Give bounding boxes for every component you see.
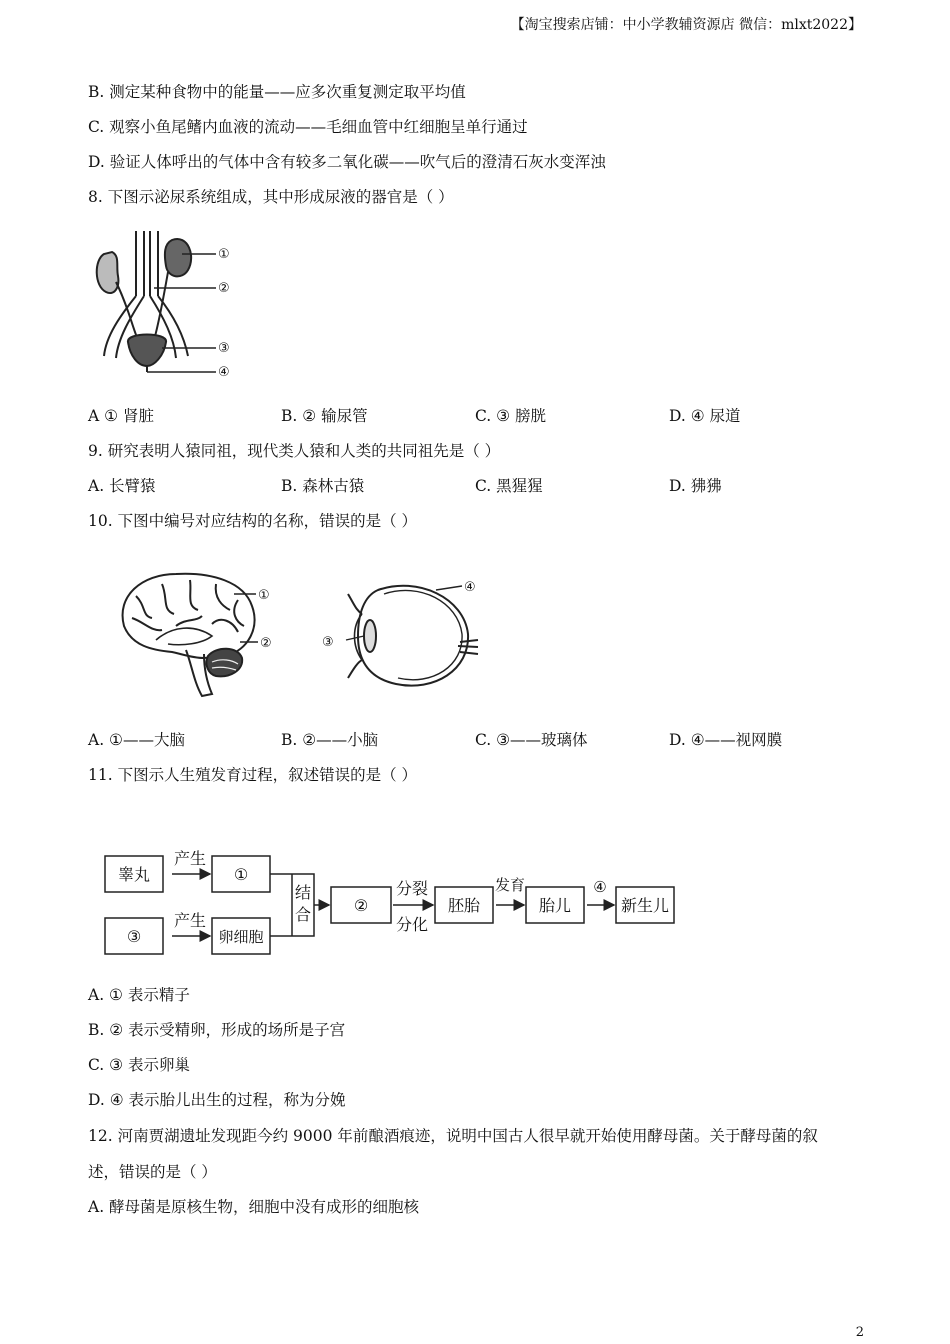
- eye-label-4: ④: [464, 580, 476, 595]
- q8-stem: 8. 下图示泌尿系统组成，其中形成尿液的器官是（ ）: [88, 188, 454, 206]
- flow-produce-1: 产生: [173, 849, 207, 868]
- q7-option-c: C. 观察小鱼尾鳍内血液的流动——毛细血管中红细胞呈单行通过: [88, 118, 528, 136]
- urinary-label-3: ③: [218, 341, 230, 356]
- q10-stem: 10. 下图中编号对应结构的名称，错误的是（ ）: [88, 512, 418, 530]
- q9-option-d: D. 狒狒: [669, 477, 722, 495]
- q10-option-b: B. ②——小脑: [281, 731, 379, 749]
- reproduction-flow-diagram: [100, 842, 680, 962]
- flow-newborn: 新生儿: [620, 896, 670, 915]
- brain-label-2: ②: [260, 636, 272, 651]
- q8-option-b: B. ② 输尿管: [281, 407, 368, 425]
- q8-option-a: A ① 肾脏: [88, 407, 154, 425]
- urinary-label-4: ④: [218, 365, 230, 380]
- q8-option-c: C. ③ 膀胱: [475, 407, 546, 425]
- page-number: 2: [855, 1325, 864, 1340]
- page-header: 【淘宝搜索店铺：中小学教辅资源店 微信：mlxt2022】: [510, 17, 862, 33]
- q11-option-c: C. ③ 表示卵巢: [88, 1056, 190, 1074]
- flow-combine-2: 合: [294, 905, 312, 924]
- q10-option-d: D. ④——视网膜: [669, 731, 783, 749]
- flow-box-3: ③: [126, 927, 142, 946]
- q9-option-c: C. 黑猩猩: [475, 477, 543, 495]
- q12-stem-line-2: 述，错误的是（ ）: [88, 1163, 217, 1181]
- flow-produce-2: 产生: [173, 911, 207, 930]
- q12-stem-line-1: 12. 河南贾湖遗址发现距今约 9000 年前酿酒痕迹，说明中国古人很早就开始使用酵母菌。关于酵母菌的叙: [88, 1127, 818, 1145]
- flow-combine-1: 结: [294, 883, 312, 902]
- eye-figure: [318, 574, 488, 696]
- q9-option-a: A. 长臂猿: [88, 477, 156, 495]
- flow-testis: 睾丸: [117, 865, 151, 884]
- flow-circle-4: ④: [593, 878, 607, 896]
- q7-option-d: D. 验证人体呼出的气体中含有较多二氧化碳——吹气后的澄清石灰水变浑浊: [88, 153, 606, 171]
- flow-box-2: ②: [353, 896, 369, 915]
- flow-divide: 分裂: [395, 879, 429, 898]
- q8-option-d: D. ④ 尿道: [669, 407, 741, 425]
- brain-figure: [112, 566, 282, 702]
- urinary-label-1: ①: [218, 247, 230, 262]
- eye-label-3: ③: [322, 635, 334, 650]
- urinary-label-2: ②: [218, 281, 230, 296]
- q9-option-b: B. 森林古猿: [281, 477, 365, 495]
- q12-option-a: A. 酵母菌是原核生物，细胞中没有成形的细胞核: [88, 1198, 420, 1216]
- flow-differentiate: 分化: [395, 915, 429, 934]
- q11-stem: 11. 下图示人生殖发育过程，叙述错误的是（ ）: [88, 766, 418, 784]
- flow-develop: 发育: [494, 876, 526, 894]
- urinary-system-figure: [92, 226, 252, 386]
- q10-option-c: C. ③——玻璃体: [475, 731, 588, 749]
- q10-option-a: A. ①——大脑: [88, 731, 185, 749]
- q11-option-d: D. ④ 表示胎儿出生的过程，称为分娩: [88, 1091, 346, 1109]
- q11-option-b: B. ② 表示受精卵，形成的场所是子宫: [88, 1021, 346, 1039]
- flow-egg: 卵细胞: [218, 928, 264, 946]
- brain-label-1: ①: [258, 588, 270, 603]
- q9-stem: 9. 研究表明人猿同祖，现代类人猿和人类的共同祖先是（ ）: [88, 442, 501, 460]
- flow-embryo: 胚胎: [447, 896, 481, 915]
- q7-option-b: B. 测定某种食物中的能量——应多次重复测定取平均值: [88, 83, 466, 101]
- q11-option-a: A. ① 表示精子: [88, 986, 190, 1004]
- flow-fetus: 胎儿: [538, 896, 572, 915]
- flow-box-1: ①: [233, 865, 249, 884]
